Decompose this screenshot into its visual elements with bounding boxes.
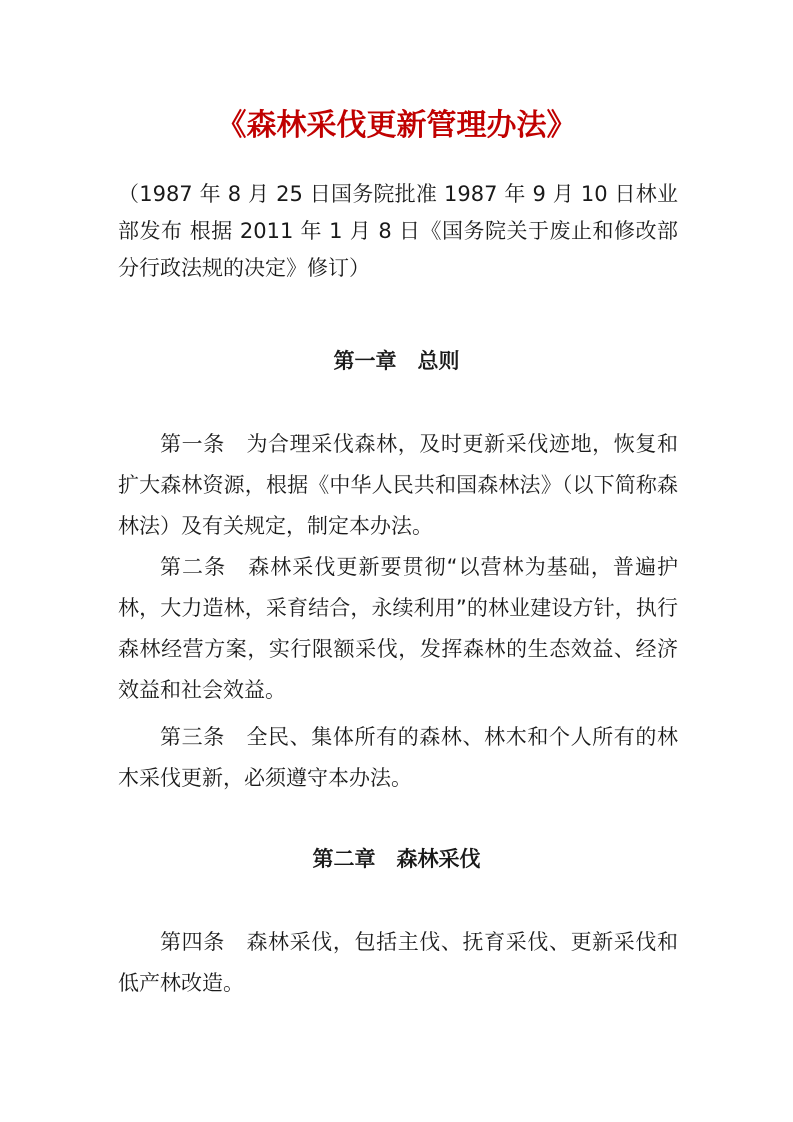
article-4 bbox=[118, 922, 678, 1004]
article-text: 为合理采伐森林，及时更新采伐迹地，恢复和扩大森林资源，根据《中华人民共和国森林法》（以下简称森林法）及有关规定，制定本办法。 bbox=[118, 432, 679, 538]
document-subtitle: （1987 年 8 月 25 日国务院批准 1987 年 9 月 10 日林业部发布 根据 2011 年 1 月 8 日《国务院关于废止和修改部分行政法规的决定》修订） bbox=[118, 182, 678, 280]
article-2 bbox=[118, 547, 678, 711]
chapter-heading-1: 第一章 总则 bbox=[333, 349, 460, 373]
article-number: 第三条 bbox=[160, 725, 247, 749]
article-1 bbox=[118, 424, 678, 547]
article-text: 森林采伐更新要贯彻“以营林为基础，普遍护林，大力造林，采育结合，永续利用”的林业建设方针，执行森林经营方案，实行限额采伐，发挥森林的生态效益、经济效益和社会效益。 bbox=[118, 555, 678, 702]
article-3 bbox=[118, 717, 678, 799]
article-text: 全民、集体所有的森林、林木和个人所有的林木采伐更新，必须遵守本办法。 bbox=[118, 725, 679, 790]
article-text: 森林采伐，包括主伐、抚育采伐、更新采伐和低产林改造。 bbox=[118, 930, 679, 995]
document-title: 《森林采伐更新管理办法》 bbox=[216, 108, 577, 143]
chapter-heading-2: 第二章 森林采伐 bbox=[312, 847, 481, 871]
article-number: 第二条 bbox=[160, 555, 249, 579]
article-number: 第四条 bbox=[160, 930, 247, 954]
article-number: 第一条 bbox=[160, 432, 247, 456]
